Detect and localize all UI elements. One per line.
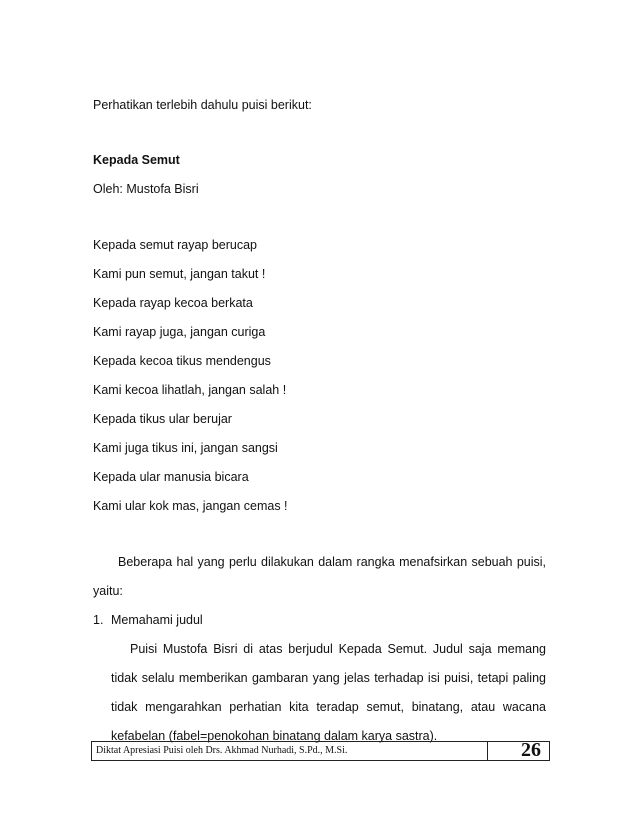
page-footer [91, 741, 550, 761]
list-body-line: kefabelan (fabel=penokohan binatang dalam karya sastra). [111, 729, 438, 743]
poem-line: Kepada ular manusia bicara [93, 470, 249, 484]
poem-line: Kepada rayap kecoa berkata [93, 296, 253, 310]
list-body-line: tidak selalu memberikan gambaran yang jelas terhadap isi puisi, tetapi paling [111, 671, 546, 685]
poem-line: Kami pun semut, jangan takut ! [93, 267, 266, 281]
poem-line: Kami ular kok mas, jangan cemas ! [93, 499, 288, 513]
poem-line: Kepada kecoa tikus mendengus [93, 354, 271, 368]
list-body-line: tidak mengarahkan perhatian kita teradap semut, binatang, atau wacana [111, 700, 546, 714]
poem-line: Kepada tikus ular berujar [93, 412, 232, 426]
list-body-line: Puisi Mustofa Bisri di atas berjudul Kepada Semut. Judul saja memang [130, 642, 546, 656]
list-heading: Memahami judul [111, 613, 203, 627]
paragraph-line: Beberapa hal yang perlu dilakukan dalam rangka menafsirkan sebuah puisi, [118, 555, 546, 569]
poem-author: Oleh: Mustofa Bisri [93, 182, 199, 196]
poem-title: Kepada Semut [93, 153, 180, 167]
poem-line: Kami kecoa lihatlah, jangan salah ! [93, 383, 287, 397]
page-number: 26 [521, 739, 541, 761]
paragraph-line: yaitu: [93, 584, 123, 598]
poem-line: Kami juga tikus ini, jangan sangsi [93, 441, 278, 455]
footer-text: Diktat Apresiasi Puisi oleh Drs. Akhmad Nurhadi, S.Pd., M.Si. [96, 745, 348, 756]
footer-divider [487, 742, 488, 760]
poem-line: Kami rayap juga, jangan curiga [93, 325, 266, 339]
intro-text: Perhatikan terlebih dahulu puisi berikut: [93, 98, 312, 112]
poem-line: Kepada semut rayap berucap [93, 238, 257, 252]
list-number: 1. [93, 613, 104, 627]
